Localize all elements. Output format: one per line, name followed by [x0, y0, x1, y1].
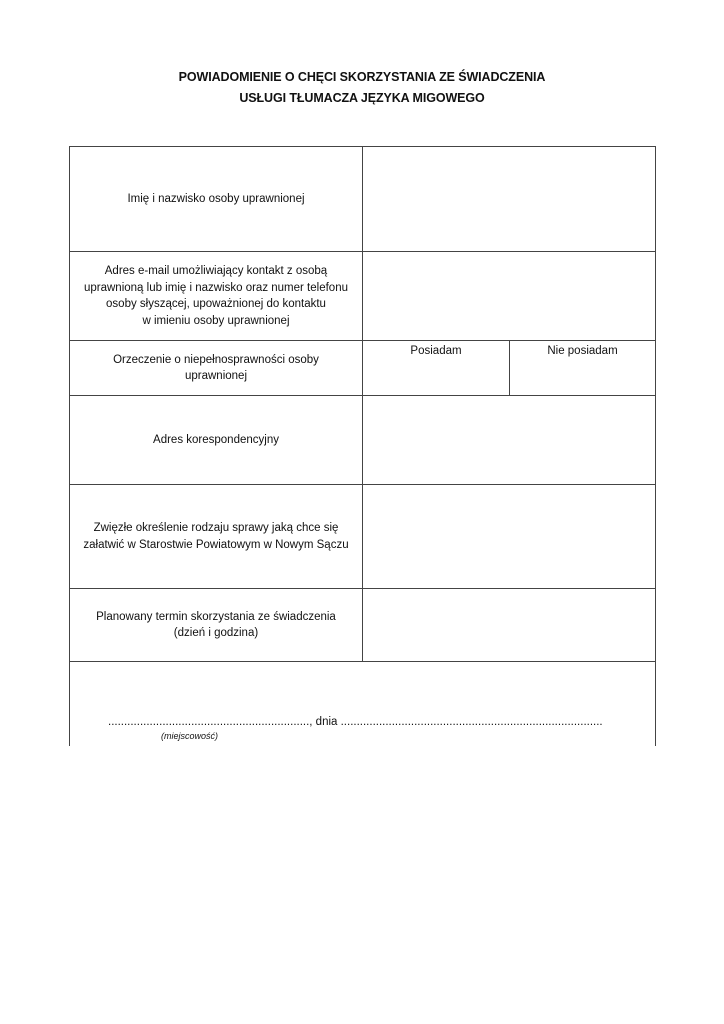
place-caption: (miejscowość) [161, 731, 219, 741]
notification-form [69, 146, 656, 746]
label-contact-line-3: osoby słyszącej, upoważnionej do kontaktu [106, 298, 326, 310]
label-matter [70, 485, 363, 588]
label-disability [70, 341, 363, 395]
form-row-matter [70, 485, 655, 589]
label-disability-line-1: Orzeczenie o niepełnosprawności osoby [113, 353, 319, 366]
form-title-line-2: USŁUGI TŁUMACZA JĘZYKA MIGOWEGO [239, 91, 485, 105]
form-row-name [70, 147, 655, 252]
form-row-contact [70, 252, 655, 341]
form-title-line-1: POWIADOMIENIE O CHĘCI SKORZYSTANIA ZE ŚWIADCZENIA [178, 70, 546, 84]
label-matter-line-1: Zwięzłe określenie rodzaju sprawy jaką chce się [93, 522, 339, 534]
field-date[interactable] [363, 589, 655, 661]
label-disability-line-2: uprawnionej [184, 370, 247, 382]
label-address [70, 396, 363, 484]
option-nie-posiadam[interactable]: Nie posiadam [547, 345, 618, 357]
field-address[interactable] [363, 396, 655, 484]
label-contact-line-2: uprawnioną lub imię i nazwisko oraz numer telefonu [83, 281, 348, 294]
label-date [70, 589, 363, 661]
label-name [70, 147, 363, 251]
option-posiadam[interactable]: Posiadam [363, 341, 510, 395]
label-address-line-1: Adres korespondencyjny [153, 433, 279, 446]
field-disability [363, 341, 655, 395]
form-row-date [70, 589, 655, 662]
form-row-disability [70, 341, 655, 396]
label-matter-line-2: załatwić w Starostwie Powiatowym w Nowym Sączu [83, 538, 349, 551]
field-name[interactable] [363, 147, 655, 251]
label-contact [70, 252, 363, 340]
label-date-line-2: (dzień i godzina) [173, 627, 259, 639]
label-contact-line-1: Adres e-mail umożliwiający kontakt z osobą [104, 265, 328, 277]
place-date-line[interactable]: ..............................................................., dnia .................................................................................. [108, 716, 603, 728]
form-row-address [70, 396, 655, 485]
field-contact[interactable] [363, 252, 655, 340]
field-matter[interactable] [363, 485, 655, 588]
label-name-line-1: Imię i nazwisko osoby uprawnionej [127, 192, 305, 205]
label-contact-line-4: w imieniu osoby uprawnionej [142, 314, 290, 327]
label-date-line-1: Planowany termin skorzystania ze świadczenia [96, 610, 336, 623]
